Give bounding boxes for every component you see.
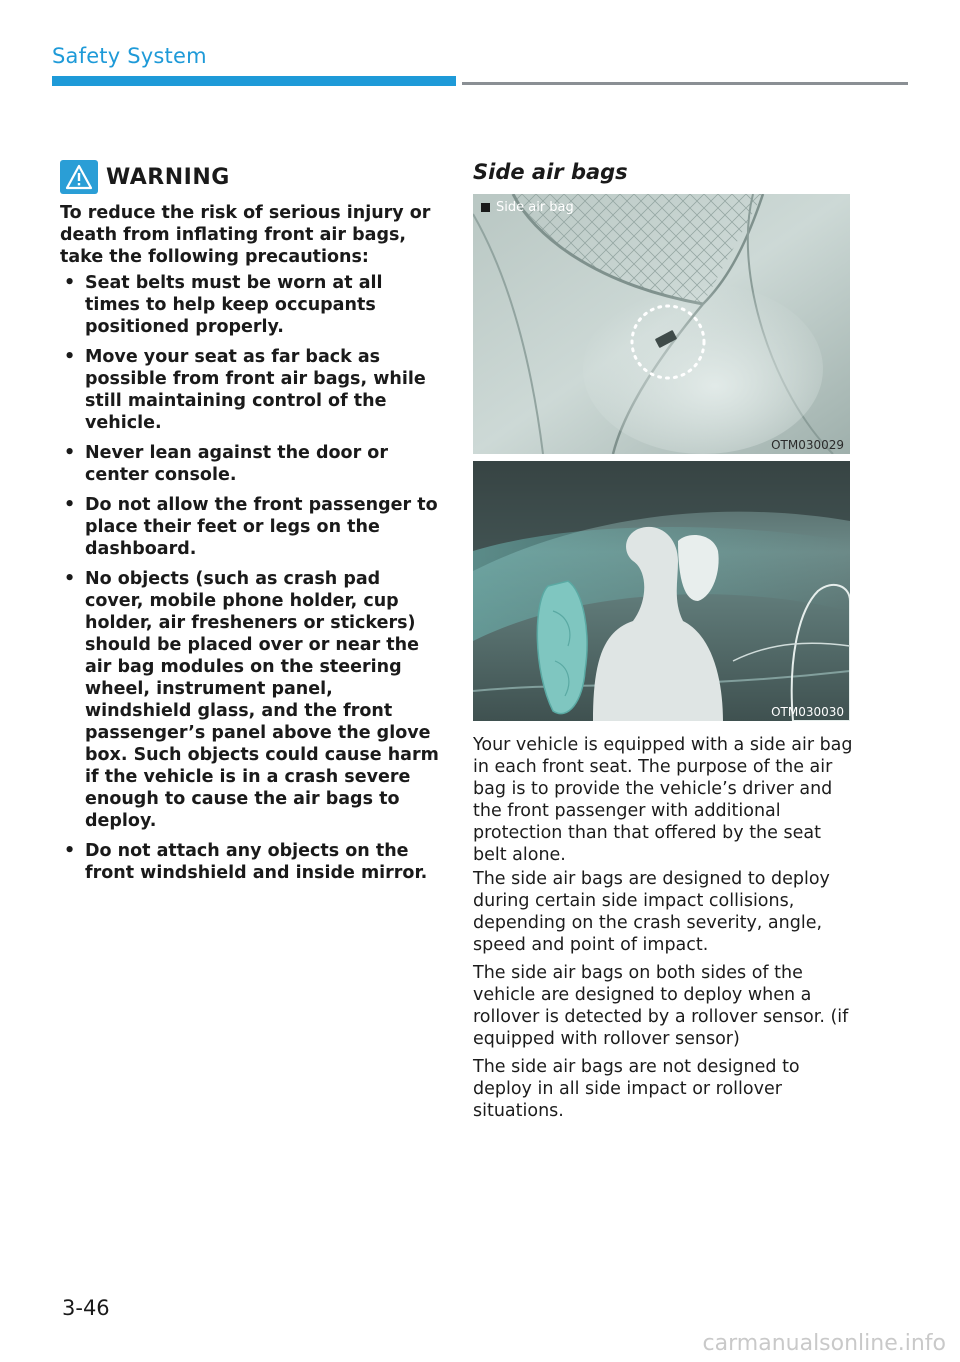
list-item: • Do not allow the front passenger to place their feet or legs on the dashboard. [64, 495, 438, 559]
bullet: • [64, 495, 76, 515]
warning-triangle-icon [60, 160, 98, 194]
page-number: 3-46 [62, 1296, 110, 1320]
figure-airbag-deployed [473, 461, 850, 721]
bullet: • [64, 347, 76, 367]
label-square-icon [481, 203, 490, 212]
warning-title: WARNING [106, 164, 230, 190]
section-heading: Side air bags [473, 160, 628, 184]
bullet: • [64, 569, 76, 589]
deployment-illustration [473, 461, 850, 721]
paragraph: Your vehicle is equipped with a side air bag in each front seat. The purpose of the air bag is to provide the vehicle’s driver and the front passenger with additional protection than that offered by the seat belt alone. [473, 735, 853, 865]
paragraph: The side air bags are designed to deploy during certain side impact collisions, depending on the crash severity, angle, speed and point of impact. [473, 869, 830, 955]
list-item: • Never lean against the door or center console. [64, 443, 388, 485]
list-item: • No objects (such as crash pad cover, mobile phone holder, cup holder, air fresheners or stickers) should be placed over or near the air bag modules on the steering wheel, instrument panel, windshield glass, and the front passenger’s panel above the glove box. Such objects could cause harm if the vehicle is in a crash severe enough to cause the air bags to deploy. [64, 569, 439, 831]
warning-header [60, 158, 230, 196]
figure-label: Side air bag [481, 200, 574, 215]
header-accent-bar [52, 76, 456, 86]
paragraph: The side air bags are not designed to deploy in all side impact or rollover situations. [473, 1057, 800, 1121]
figure-code: OTM030030 [771, 705, 844, 719]
figure-seat-airbag [473, 194, 850, 454]
list-item: • Do not attach any objects on the front windshield and inside mirror. [64, 841, 428, 883]
paragraph: The side air bags on both sides of the vehicle are designed to deploy when a rollover is detected by a rollover sensor. (if equipped with rollover sensor) [473, 963, 849, 1049]
figure-code: OTM030029 [771, 438, 844, 452]
section-title: Safety System [52, 44, 207, 68]
bullet: • [64, 841, 76, 861]
warning-intro: To reduce the risk of serious injury or death from inflating front air bags, take the following precautions: [60, 203, 431, 267]
seat-illustration [473, 194, 850, 454]
bullet: • [64, 273, 76, 293]
bullet: • [64, 443, 76, 463]
header-rule [462, 82, 908, 85]
warning-list [60, 272, 440, 892]
list-item: • Move your seat as far back as possible from front air bags, while still maintaining control of the vehicle. [64, 347, 426, 433]
list-item: • Seat belts must be worn at all times to help keep occupants positioned properly. [64, 273, 383, 337]
watermark: carmanualsonline.info [702, 1331, 946, 1356]
